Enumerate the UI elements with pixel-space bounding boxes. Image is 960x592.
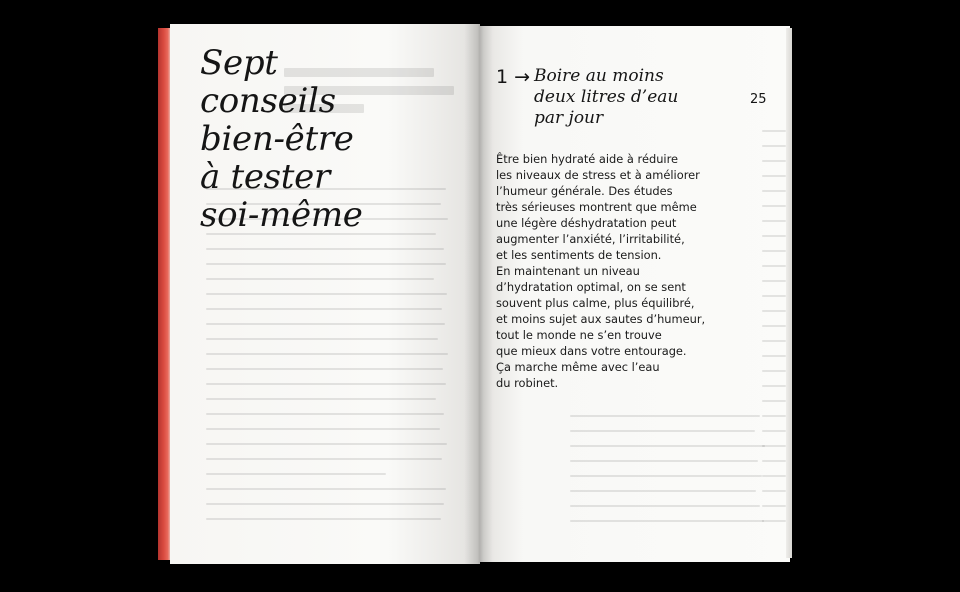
left-bleed-through bbox=[206, 188, 456, 538]
section-title-line: deux litres d’eau bbox=[534, 87, 679, 107]
title-line: à tester bbox=[200, 157, 330, 197]
book-spine bbox=[464, 24, 494, 564]
title-line: conseils bbox=[200, 81, 336, 121]
title-line: bien-être bbox=[200, 119, 354, 159]
paragraph-line: et moins sujet aux sautes d’humeur, bbox=[496, 312, 706, 326]
paragraph-line: et les sentiments de tension. bbox=[496, 248, 662, 262]
paragraph-3 bbox=[496, 359, 726, 391]
paragraph-line: En maintenant un niveau bbox=[496, 264, 640, 278]
right-bleed-bottom bbox=[570, 415, 770, 540]
paragraph-2 bbox=[496, 263, 726, 359]
paragraph-line: une légère déshydratation peut bbox=[496, 216, 677, 230]
paragraph-line: tout le monde ne s’en trouve bbox=[496, 328, 662, 342]
section-title bbox=[534, 66, 704, 129]
paragraph-line: Être bien hydraté aide à réduire bbox=[496, 152, 679, 166]
paragraph-line: souvent plus calme, plus équilibré, bbox=[496, 296, 695, 310]
right-page-edge bbox=[786, 28, 792, 558]
section-title-line: par jour bbox=[534, 108, 604, 128]
section-title-line: Boire au moins bbox=[534, 66, 664, 86]
page-number: 25 bbox=[750, 92, 767, 107]
paragraph-line: d’hydratation optimal, on se sent bbox=[496, 280, 686, 294]
paragraph-line: que mieux dans votre entourage. bbox=[496, 344, 687, 358]
page-title bbox=[200, 44, 370, 234]
paragraph-line: les niveaux de stress et à améliorer bbox=[496, 168, 700, 182]
paragraph-line: du robinet. bbox=[496, 376, 559, 390]
paragraph-line: l’humeur générale. Des études bbox=[496, 184, 673, 198]
paragraph-1 bbox=[496, 151, 726, 263]
paragraph-line: Ça marche même avec l’eau bbox=[496, 360, 660, 374]
paragraph-line: très sérieuses montrent que même bbox=[496, 200, 697, 214]
paragraph-line: augmenter l’anxiété, l’irritabilité, bbox=[496, 232, 685, 246]
title-line: soi-même bbox=[200, 195, 363, 235]
title-line: Sept bbox=[200, 43, 278, 83]
section-number: 1 → bbox=[496, 66, 531, 88]
